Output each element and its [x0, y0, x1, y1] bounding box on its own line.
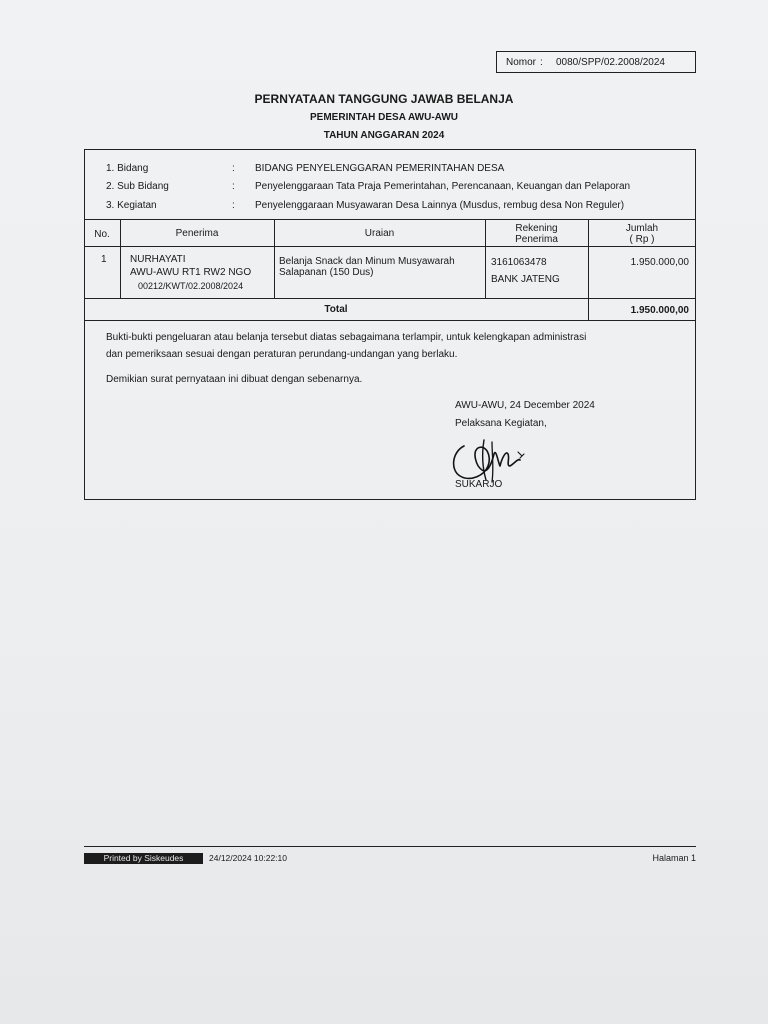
nomor-label: Nomor	[506, 56, 537, 68]
statement-line-3: Demikian surat pernyataan ini dibuat dengan sebenarnya.	[106, 374, 363, 385]
total-value: 1.950.000,00	[630, 305, 689, 316]
signature-name: SUKARJO	[455, 479, 503, 490]
divider-table-header	[84, 246, 696, 247]
document-subtitle: PEMERINTAH DESA AWU-AWU	[310, 112, 458, 123]
info-colon-bidang: :	[232, 163, 235, 174]
info-value-bidang: BIDANG PENYELENGGARAN PEMERINTAHAN DESA	[255, 163, 505, 174]
table-header-jumlah-2: ( Rp )	[629, 234, 655, 245]
table-row-uraian-line1: Belanja Snack dan Minum Musyawarah	[279, 256, 455, 267]
document-title: PERNYATAAN TANGGUNG JAWAB BELANJA	[254, 92, 514, 106]
table-header-uraian: Uraian	[364, 228, 395, 239]
table-header-penerima: Penerima	[175, 228, 219, 239]
info-label-bidang: 1. Bidang	[106, 163, 149, 174]
table-header-jumlah: Jumlah	[625, 223, 659, 234]
table-row-no: 1	[101, 254, 107, 265]
printed-at: 24/12/2024 10:22:10	[209, 853, 287, 863]
signature-place-date: AWU-AWU, 24 December 2024	[455, 400, 595, 411]
divider-total-body	[84, 320, 696, 321]
info-colon-sub-bidang: :	[232, 181, 235, 192]
document-year: TAHUN ANGGARAN 2024	[323, 130, 445, 141]
nomor-colon: :	[540, 56, 543, 68]
table-header-rekening-2: Penerima	[515, 234, 558, 245]
signature-role: Pelaksana Kegiatan,	[455, 418, 547, 429]
table-header-rekening: Rekening	[515, 223, 558, 234]
info-label-sub-bidang: 2. Sub Bidang	[106, 181, 169, 192]
nomor-value: 0080/SPP/02.2008/2024	[556, 56, 665, 68]
printed-by-badge: Printed by Siskeudes	[84, 853, 203, 864]
info-value-sub-bidang: Penyelenggaraan Tata Praja Pemerintahan, Perencanaan, Keuangan dan Pelaporan	[255, 181, 631, 192]
total-label: Total	[324, 304, 348, 315]
table-row-penerima-address: AWU-AWU RT1 RW2 NGO	[130, 267, 252, 278]
table-header-no: No.	[94, 229, 110, 240]
divider-info-table	[84, 219, 696, 220]
table-row-rekening-number: 3161063478	[491, 257, 547, 268]
info-label-kegiatan: 3. Kegiatan	[106, 200, 157, 211]
table-row-rekening-bank: BANK JATENG	[491, 274, 560, 285]
table-row-jumlah: 1.950.000,00	[630, 257, 689, 268]
table-row-penerima-code: 00212/KWT/02.2008/2024	[138, 281, 244, 291]
statement-line-1: Bukti-bukti pengeluaran atau belanja tersebut diatas sebagaimana terlampir, untuk kelengkapan administrasi	[106, 332, 587, 343]
info-colon-kegiatan: :	[232, 200, 235, 211]
page-number: Halaman 1	[652, 853, 696, 863]
footer-rule	[84, 846, 696, 847]
statement-line-2: dan pemeriksaan sesuai dengan peraturan perundang-undangan yang berlaku.	[106, 349, 458, 360]
divider-rows-total	[84, 298, 696, 299]
table-row-penerima-name: NURHAYATI	[130, 254, 186, 265]
document-number-box	[496, 51, 696, 73]
info-value-kegiatan: Penyelenggaraan Musyawaran Desa Lainnya (Musdus, rembug desa Non Reguler)	[255, 200, 625, 211]
table-row-uraian-line2: Salapanan (150 Dus)	[279, 267, 374, 278]
